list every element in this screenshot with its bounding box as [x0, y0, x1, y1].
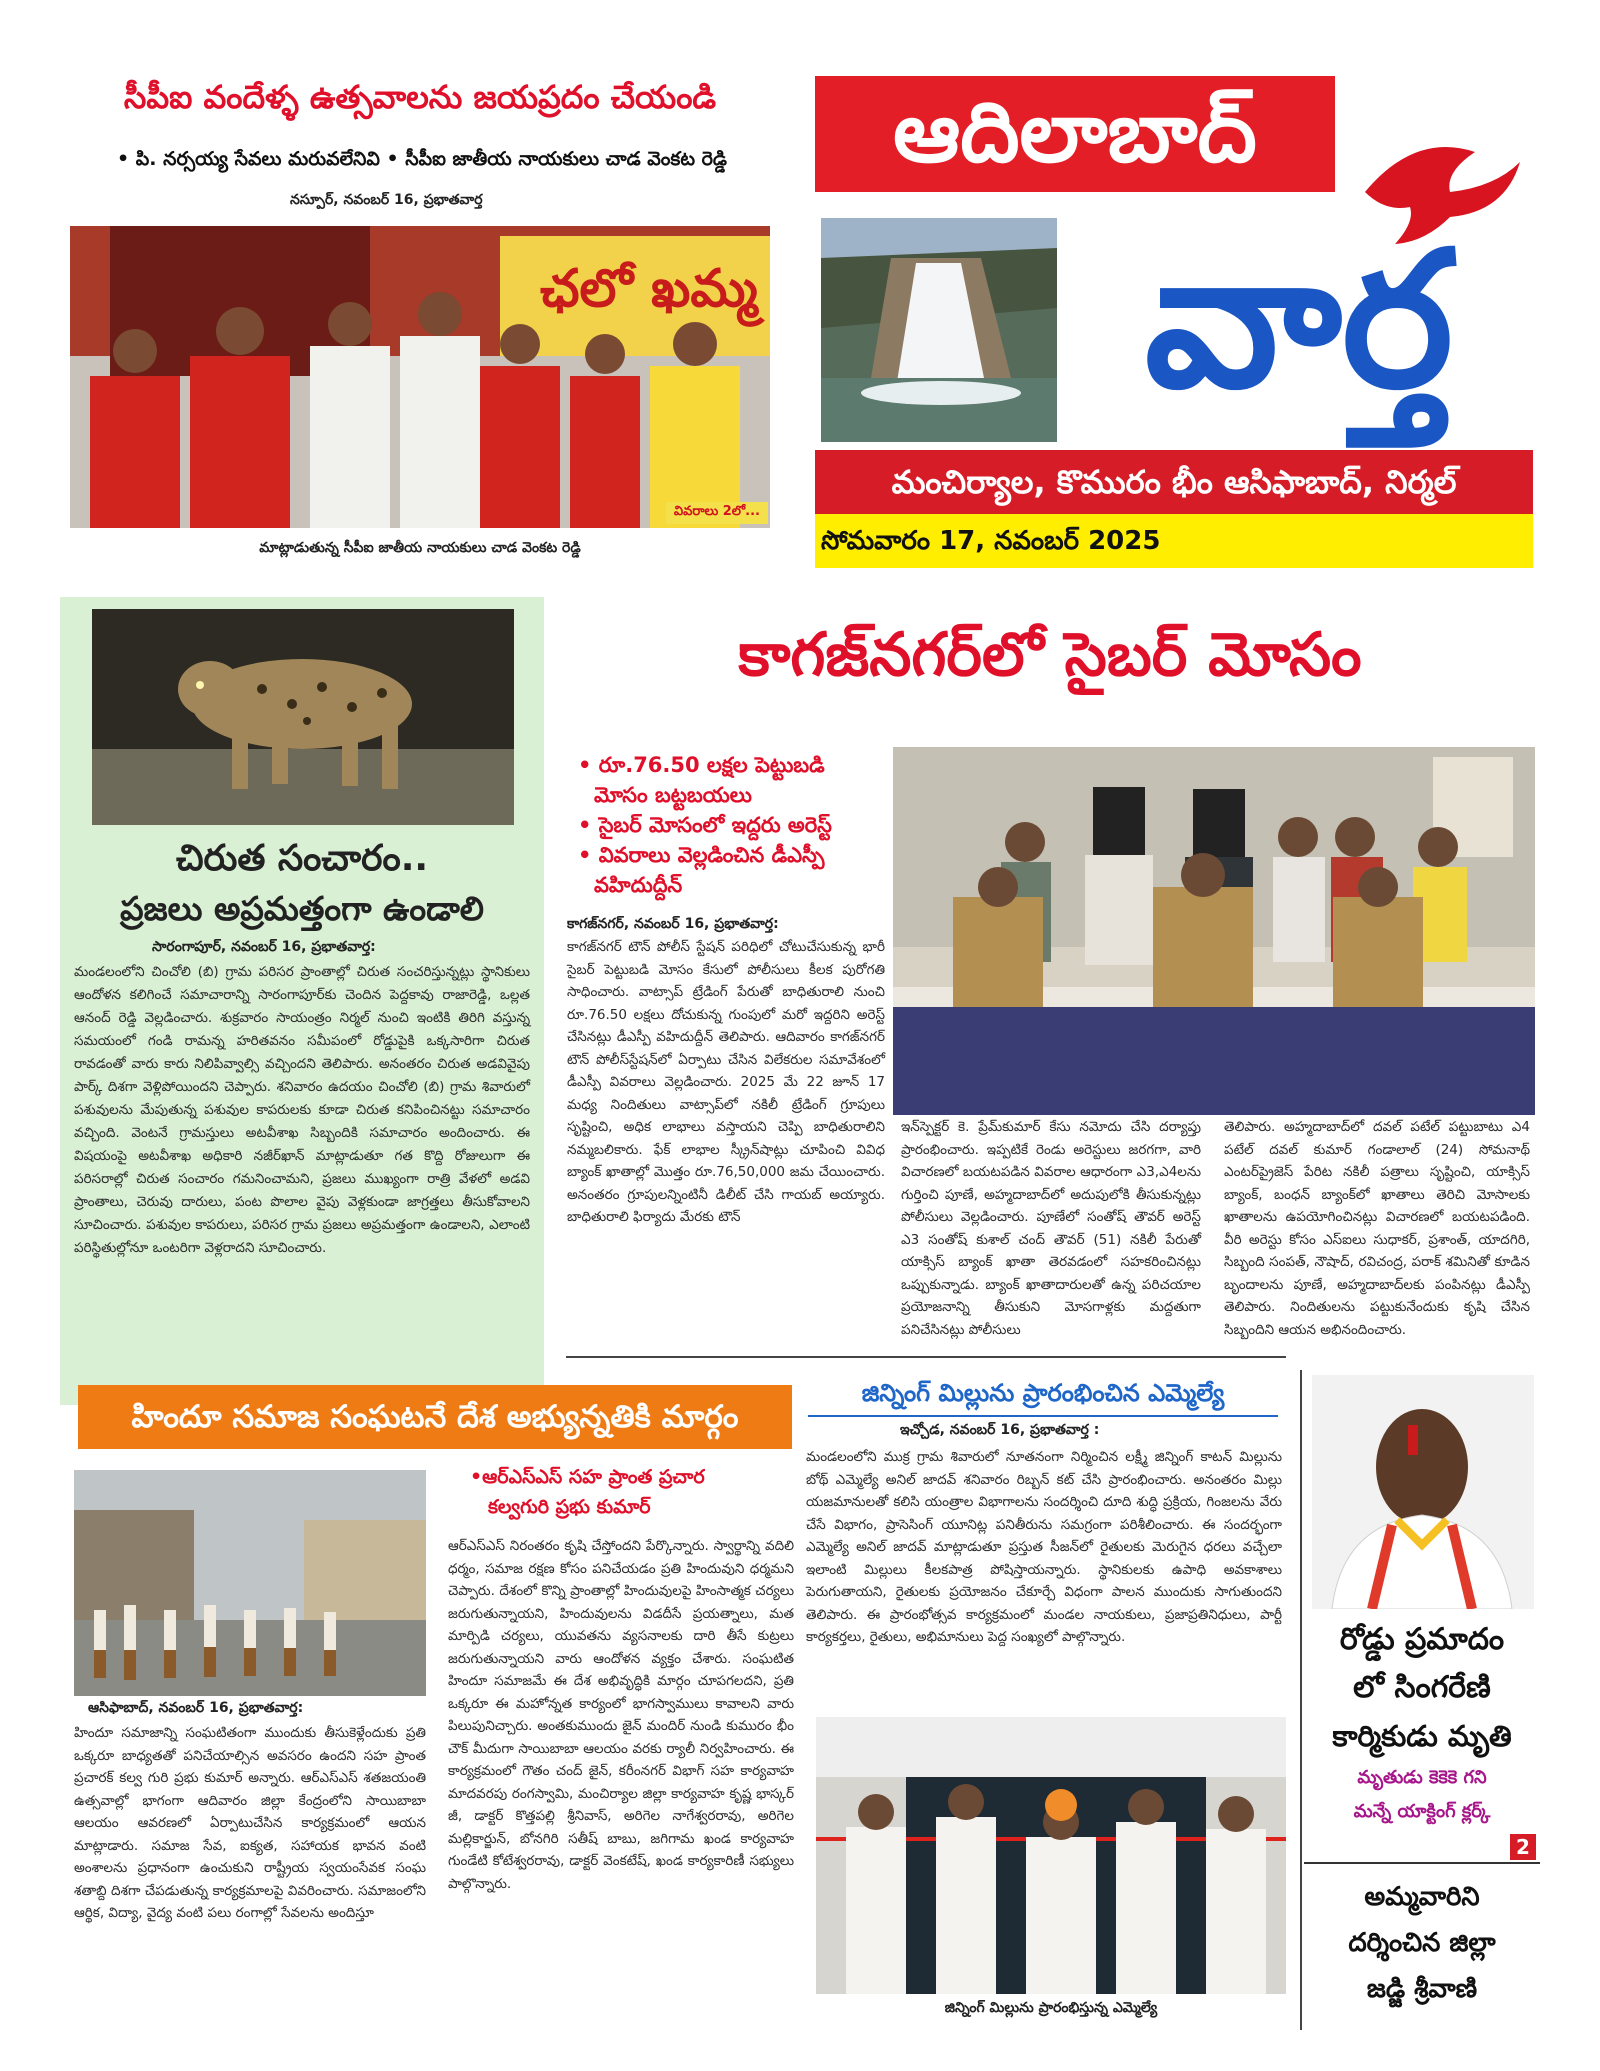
hindu-col2: ఆర్ఎస్ఎస్ నిరంతరం కృషి చేస్తోందని పేర్కొన్నారు. స్వార్థాన్ని వదిలి ధర్మం, సమాజ రక్షణ కోసం పనిచేయడం ప్రతి హిందువుని ధర్మమని చెప్పారు. దేశంలో కొన్ని ప్రాంతాల్లో హిందువులపై హింసాత్మక చర్యలు జరుగుతున్నాయని, హిందువులను విడదీసే ప్రయత్నాలు, మత మార్పిడి చర్యలు, యువతను వ్యసనాలకు దారి తీసే కుట్రలు జరుగుతున్నాయని వారు ఆందోళన వ్యక్తం చేశారు. సంఘటిత హిందూ సమాజమే ఈ దేశ అభివృద్ధికి మార్గం చూపగలదని, ప్రతి ఒక్కరూ ఈ మహోన్నత కార్యంలో భాగస్వాములు కావాలని వారు పిలుపునిచ్చారు. అంతకుముందు జైన్ మందిర్ నుండి కుమురం భీం చౌక్ మీదుగా సాయిబాబా ఆలయం వరకు ర్యాలీ నిర్వహించారు. ఈ కార్యక్రమంలో గౌతం చంద్ జైన్, కరీంనగర్ విభాగ్ సహ కార్యవాహ మాదవరపు రంగస్వామి, మంచిర్యాల జిల్లా కార్యవాహ కృష్ణ భాస్కర్ జీ, డాక్టర్ కొత్తపల్లి శ్రీనివాస్, అరిగెల నాగేశ్వరరావు, అరిగెల మల్లికార్జున్, బోనగిరి సతీష్ బాబు, జగిగామ ఖండ కార్యవాహ గుండేటి కోటేశ్వరరావు, డాక్టర్ వెంకటేష్, ఖండ కార్యకారిణీ సభ్యులు పాల్గొన్నారు. [448, 1538, 794, 1892]
masthead-logo-top: ఆదిలాబాద్ [893, 83, 1257, 181]
jinning-body: మండలంలోని ముక్ర గ్రామ శివారులో నూతనంగా నిర్మించిన లక్ష్మీ జిన్నింగ్ కాటన్ మిల్లును బోథ్ ఎమ్మెల్యే అనిల్ జాదవ్ శనివారం రిబ్బన్ కట్ చేసి ప్రారంభించారు. అనంతరం మిల్లు యజమానులతో కలిసి యంత్రాల విభాగాలను సందర్శించి దూది శుద్ధి ప్రక్రియ, గింజలను వేరు చేసే విభాగం, ప్రాసెసింగ్ యూనిట్ల పనితీరును సమగ్రంగా పరిశీలించారు. ఈ సందర్భంగా ఎమ్మెల్యే అనిల్ జాదవ్ మాట్లాడుతూ ప్రస్తుత సీజన్‌లో రైతులకు మెరుగైన ధరలు వచ్చేలా ఇలాంటి మిల్లులు కీలకపాత్ర పోషిస్తాయన్నారు. స్థానికులకు ఉపాధి అవకాశాలు పెరుగుతాయని, రైతులకు ప్రయోజనం చేకూర్చే విధంగా పాలన ముందుకు సాగుతుందని తెలిపారు. ఈ ప్రారంభోత్సవ కార్యక్రమంలో మండల నాయకులు, ప్రజాప్రతినిధులు, పార్టీ కార్యకర్తలు, రైతులు, అభిమానులు పెద్ద సంఖ్యలో పాల్గొన్నారు. [806, 1449, 1282, 1645]
cyber-bullet: • రూ.76.50 లక్షల పెట్టుబడి [578, 753, 825, 777]
judge-headline-3: జడ్జి శ్రీవాణి [1366, 1974, 1478, 2004]
leopard-body: మండలంలోని చించోలి (బి) గ్రామ పరిసర ప్రాంతాల్లో చిరుత సంచరిస్తున్నట్లు స్థానికులు ఆందోళన కలిగించే సమాచారాన్ని సారంగాపూర్‌కు చెందిన పెద్దకావు రాజారెడ్డి, ఒల్లత ఆనంద్ రెడ్డి వెల్లడించారు. శుక్రవారం సాయంత్రం నిర్మల్ నుంచి ఇంటికి తిరిగి వస్తున్న సమయంలో గండి రామన్న హరితవనం సమీపంలో రోడ్డుపైకి ఒక్కసారిగా చిరుత రావడంతో వారు కారు నిలిపివ్వాల్సి వచ్చిందని తెలిపారు. అనంతరం చిరుత అడవివైపు పార్క్ దిశగా వెళ్లిపోయిందని చెప్పారు. శనివారం ఉదయం చించోలి (బి) గ్రామ శివారులో పశువులను మేపుతున్న పశువుల కాపరులకు కూడా చిరుత కనిపించినట్టు సమాచారం వచ్చింది. వెంటనే గ్రామస్తులు అటవీశాఖ సిబ్బందికి సమాచారం అందించారు. ఈ విషయంపై అటవీశాఖ అధికారి నజీర్‌ఖాన్ మాట్లాడుతూ గత కొద్ది రోజులుగా ఈ పరిసరాల్లో చిరుత సంచారం గమనించామని, ప్రజలు ముఖ్యంగా రాత్రి వేళలో అడవి ప్రాంతాలు, చెరువు దారులు, పంట పొలాల వైపు వెళ్లకుండా జాగ్రత్తలు తీసుకోవాలని సూచించారు. పశువుల కాపరులు, పరిసర గ్రామ ప్రజలు అప్రమత్తంగా ఉండాలని, ఎలాంటి పరిస్థితుల్లోనూ ఒంటరిగా వెళ్లరాదని సూచించారు. [74, 964, 530, 1256]
details-tag: వివరాలు 2లో... [666, 502, 768, 524]
leopard-headline-1: చిరుత సంచారం.. [175, 838, 429, 879]
jinning-headline: జిన్నింగ్ మిల్లును ప్రారంభించిన ఎమ్మెల్యే [861, 1379, 1225, 1407]
cpi-dateline: నస్పూర్, నవంబర్ 16, ప్రభాతవార్త [290, 192, 483, 208]
hindu-bullet-2: కల్వగురి ప్రభు కుమార్ [488, 1496, 651, 1518]
cyber-bullet: వహిదుద్దీన్ [594, 873, 683, 897]
cpi-headline: సీపీఐ వందేళ్ళ ఉత్సవాలను జయప్రదం చేయండి [123, 78, 717, 116]
jinning-underline [808, 1415, 1278, 1417]
cyber-bullet: • సైబర్ మోసంలో ఇద్దరు అరెస్ట్ [578, 813, 832, 837]
cyber-col2: ఇన్‌స్పెక్టర్ కె. ప్రేమ్‌కుమార్ కేసు నమోదు చేసి దర్యాప్తు ప్రారంభించారు. ఇప్పటికే రెండు అరెస్టులు జరగగా, వారి విచారణలో బయటపడిన వివరాల ఆధారంగా ఎ3,ఎ4లను గుర్తించి పూణే, అహ్మదాబాద్‌లో అదుపులోకి తీసుకున్నట్లు పోలీసులు వెల్లడించారు. పూణేలో సంతోష్ తౌవర్ అరెస్ట్ ఎ3 సంతోష్ కుశాల్ చంద్ తౌవర్ (51) నకిలీ పేరుతో యాక్సిస్ బ్యాంక్ ఖాతా తెరవడంలో సహకరించినట్లు ఒప్పుకున్నాడు. బ్యాంక్ ఖాతాదారులతో ఉన్న పరిచయాల ప్రయోజనాన్ని తీసుకుని మోసగాళ్లకు మద్దతుగా పనిచేసినట్లు పోలీసులు [901, 1119, 1201, 1338]
leopard-headline-2: ప్రజలు అప్రమత్తంగా ఉండాలి [120, 889, 484, 928]
accident-headline-3: కార్మికుడు మృతి [1332, 1719, 1512, 1753]
svg-text:ఛలో ఖమ్మ: ఛలో ఖమ్మ [540, 259, 758, 319]
leopard-dateline: సారంగాపూర్, నవంబర్ 16, ప్రభాతవార్త: [152, 939, 376, 955]
accident-sub-2: మన్నే యాక్టింగ్ క్లర్క్ [1353, 1801, 1491, 1822]
cpi-photo-caption: మాట్లాడుతున్న సీపీఐ జాతీయ నాయకులు చాడ వెంకట రెడ్డి [259, 540, 581, 556]
masthead-regions: మంచిర్యాల, కొమురం భీం ఆసిఫాబాద్, నిర్మల్ [815, 450, 1533, 514]
masthead-logo-main: వార్త [1144, 211, 1454, 430]
accident-victim-photo [1312, 1375, 1534, 1609]
masthead-date: సోమవారం 17, నవంబర్ 2025 [815, 514, 1533, 568]
police-press-photo [893, 747, 1535, 1115]
jinning-dateline: ఇచ్చోడ, నవంబర్ 16, ప్రభాతవార్త : [900, 1422, 1100, 1438]
rally-photo [74, 1470, 426, 1696]
cyber-bullets [578, 750, 898, 900]
hindu-bullet-1: •ఆర్ఎస్ఎస్ సహ ప్రాంత ప్రచార [470, 1466, 705, 1488]
sidebar-divider [1304, 1862, 1540, 1864]
judge-headline-2: దర్శించిన జిల్లా [1348, 1928, 1496, 1958]
cyber-bullet: మోసం బట్టబయలు [594, 783, 752, 807]
leopard-photo [92, 609, 514, 825]
cyber-headline: కాగజ్‌నగర్‌లో సైబర్ మోసం [738, 620, 1362, 690]
hindu-headline: హిందూ సమాజ సంఘటనే దేశ అభ్యున్నతికి మార్గం [78, 1385, 792, 1449]
accident-sub-1: మృతుడు కెకెకె గని [1357, 1767, 1487, 1788]
jinning-photo [816, 1717, 1286, 1994]
accident-headline-1: రోడ్డు ప్రమాదం [1339, 1622, 1505, 1657]
jinning-photo-caption: జిన్నింగ్ మిల్లును ప్రారంభిస్తున్న ఎమ్మెల్యే [944, 2000, 1158, 2016]
judge-headline-1: అమ్మవారిని [1364, 1882, 1480, 1912]
waterfall-photo [821, 218, 1057, 442]
column-divider [566, 1356, 1286, 1358]
masthead [815, 76, 1533, 568]
logo-top-band [815, 76, 1335, 192]
cyber-col1: కాగజ్‌నగర్ టౌన్ పోలీస్ స్టేషన్ పరిధిలో చోటుచేసుకున్న భారీ సైబర్ పెట్టుబడి మోసం కేసులో పోలీసులు కీలక పురోగతి సాధించారు. వాట్సాప్ ట్రేడింగ్ పేరుతో బాధితురాలి నుంచి రూ.76.50 లక్షలు దోచుకున్న గుంపులో మరో ఇద్దరిని అరెస్ట్ చేసినట్లు డీఎస్పీ వహిదుద్దీన్ తెలిపారు. ఆదివారం కాగజ్‌నగర్ టౌన్ పోలీస్‌స్టేషన్‌లో ఏర్పాటు చేసిన విలేకరుల సమావేశంలో డీఎస్పీ వివరాలు వెల్లడించారు. 2025 మే 22 జూన్ 17 మధ్య నిందితులు వాట్సాప్‌లో నకిలీ ట్రేడింగ్ గ్రూపులు సృష్టించి, అధిక లాభాలు వస్తాయని చెప్పి బాధితురాలిని నమ్మబలికారు. ఫేక్ లాభాల స్క్రీన్‌షాట్లు చూపించి వివిధ బ్యాంక్ ఖాతాల్లో మొత్తం రూ.76,50,000 జమ చేయించారు. అనంతరం గ్రూపులన్నింటినీ డిలీట్ చేసి గాయబ్ అయ్యారు. బాధితురాలి ఫిర్యాదు మేరకు టౌన్ [567, 939, 885, 1225]
hindu-dateline: ఆసిఫాబాద్, నవంబర్ 16, ప్రభాతవార్త: [88, 1700, 304, 1716]
accident-headline-2: లో సింగరేణి [1353, 1670, 1491, 1705]
cpi-photo [70, 226, 770, 528]
hindu-col1: హిందూ సమాజాన్ని సంఘటితంగా ముందుకు తీసుకెళ్లేందుకు ప్రతి ఒక్కరూ బాధ్యతతో పనిచేయాల్సిన అవసరం ఉందని సహ ప్రాంత ప్రచారక్ కల్వ గురి ప్రభు కుమార్ అన్నారు. ఆర్ఎస్ఎస్ శతజయంతి ఉత్సవాల్లో భాగంగా ఆదివారం జిల్లా కేంద్రంలోని సాయిబాబా ఆలయం ఆవరణలో ఏర్పాటుచేసిన కార్యక్రమంలో ఆయన మాట్లాడారు. సమాజ సేవ, ఐక్యత, సహాయక భావన వంటి అంశాలను ప్రధానంగా ఉంచుకుని రాష్ట్రీయ స్వయంసేవక సంఘ శతాబ్ది దిశగా చేపడుతున్న కార్యక్రమాలపై వివరించారు. సమాజంలోని ఆర్థిక, విద్యా, వైద్య వంటి పలు రంగాల్లో సేవలను అందిస్తూ [74, 1725, 426, 1921]
cpi-subheadline: • పి. నర్సయ్య సేవలు మరువలేనివి • సీపీఐ జాతీయ నాయకులు చాడ వెంకట రెడ్డి [117, 148, 727, 170]
cyber-col3: తెలిపారు. అహ్మదాబాద్‌లో దవల్ పటేల్ పట్టుబాటు ఎ4 పటేల్ దవల్ కుమార్ గండాలాల్ (24) సోమనాథ్ ఎంటర్‌ప్రైజెస్ పేరిట నకిలీ పత్రాలు సృష్టించి, యాక్సిస్ బ్యాంక్, బంధన్ బ్యాంక్‌లో ఖాతాలు తెరిచి మోసాలకు ఖాతాలను ఉపయోగించినట్లు విచారణలో బయటపడింది. వీరి అరెస్టు కోసం ఎస్‌ఐలు సుధాకర్, ప్రశాంత్, యాదగిరి, సిబ్బంది సంపత్, నౌషాద్, రవిచంద్ర, పరాక్ శమినితో కూడిన బృందాలను పూణే, అహ్మదాబాద్‌లకు పంపినట్లు డీఎస్పీ తెలిపారు. నిందితులను పట్టుకునేందుకు కృషి చేసిన సిబ్బందిని ఆయన అభినందించారు. [1224, 1119, 1530, 1338]
page-number-badge: 2 [1510, 1834, 1536, 1860]
leopard-box [60, 597, 544, 1405]
cyber-dateline: కాగజ్‌నగర్, నవంబర్ 16, ప్రభాతవార్త: [567, 916, 779, 932]
cyber-bullet: • వివరాలు వెల్లడించిన డీఎస్పీ [578, 843, 825, 867]
